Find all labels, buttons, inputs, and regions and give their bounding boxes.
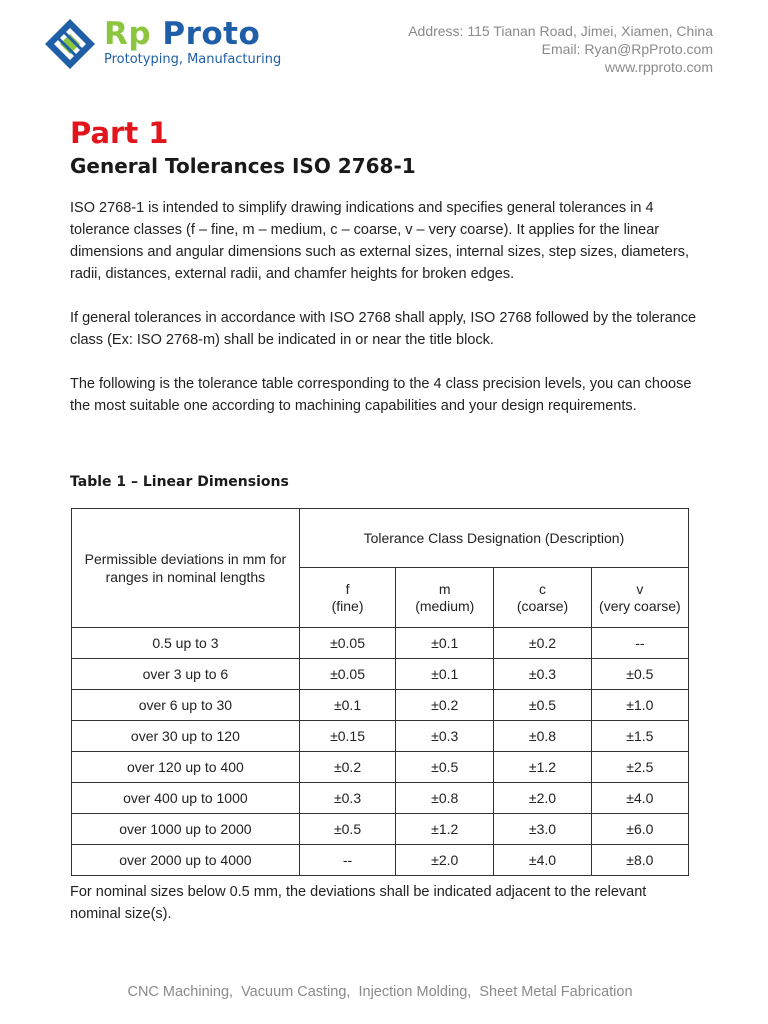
class-header-c: c (coarse) xyxy=(494,568,592,628)
range-cell: over 3 up to 6 xyxy=(72,659,300,690)
range-cell: over 30 up to 120 xyxy=(72,721,300,752)
table-header-row xyxy=(72,509,689,568)
table-row xyxy=(72,659,689,690)
brand-name xyxy=(104,14,260,54)
email-text: Email: Ryan@RpProto.com xyxy=(541,41,713,57)
value-cell: ±4.0 xyxy=(591,783,688,814)
value-cell: ±2.0 xyxy=(494,783,592,814)
table-row xyxy=(72,690,689,721)
range-cell: over 6 up to 30 xyxy=(72,690,300,721)
table-caption: Table 1 – Linear Dimensions xyxy=(70,474,289,490)
value-cell: ±1.0 xyxy=(591,690,688,721)
table-row xyxy=(72,845,689,876)
range-cell: over 120 up to 400 xyxy=(72,752,300,783)
range-cell: over 400 up to 1000 xyxy=(72,783,300,814)
value-cell: ±0.1 xyxy=(396,628,494,659)
value-cell: ±0.15 xyxy=(299,721,395,752)
value-cell: ±0.5 xyxy=(591,659,688,690)
table-intro-paragraph: The following is the tolerance table corresponding to the 4 class precision levels, you can choose the most suitable one according to machining capabilities and your design requirements. xyxy=(70,376,692,414)
value-cell: ±0.1 xyxy=(299,690,395,721)
value-cell: ±1.5 xyxy=(591,721,688,752)
intro-paragraph: ISO 2768-1 is intended to simplify drawing indications and specifies general tolerances in 4 tolerance classes (f – fine, m – medium, c – coarse, v – very coarse). It applies for the linear dimensions and angular dimensions such as external sizes, internal sizes, step sizes, diameters, radii, distances, external radii, and chamfer heights for broken edges. xyxy=(70,200,689,282)
table-row xyxy=(72,752,689,783)
value-cell: ±8.0 xyxy=(591,845,688,876)
table-row xyxy=(72,628,689,659)
value-cell: ±4.0 xyxy=(494,845,592,876)
contact-info xyxy=(408,22,713,76)
value-cell: ±0.2 xyxy=(494,628,592,659)
section-title: General Tolerances ISO 2768-1 xyxy=(70,154,416,178)
value-cell: -- xyxy=(299,845,395,876)
value-cell: ±2.0 xyxy=(396,845,494,876)
class-header-v: v (very coarse) xyxy=(591,568,688,628)
company-logo xyxy=(42,14,302,74)
brand-proto: Proto xyxy=(162,16,261,52)
value-cell: ±0.2 xyxy=(299,752,395,783)
range-cell: over 1000 up to 2000 xyxy=(72,814,300,845)
part-heading: Part 1 xyxy=(70,116,169,150)
address-text: Address: 115 Tianan Road, Jimei, Xiamen, China xyxy=(408,23,713,39)
usage-paragraph: If general tolerances in accordance with ISO 2768 shall apply, ISO 2768 followed by the tolerance class (Ex: ISO 2768-m) shall be indicated in or near the title block. xyxy=(70,310,697,348)
footer-services: CNC Machining, Vacuum Casting, Injection Molding, Sheet Metal Fabrication xyxy=(127,984,633,1000)
value-cell: ±6.0 xyxy=(591,814,688,845)
value-cell: ±0.8 xyxy=(396,783,494,814)
table-row xyxy=(72,783,689,814)
linear-tolerance-table xyxy=(71,508,689,876)
value-cell: ±0.5 xyxy=(494,690,592,721)
rpproto-logo-icon xyxy=(42,16,98,72)
value-cell: ±0.3 xyxy=(396,721,494,752)
website-text: www.rpproto.com xyxy=(604,59,713,75)
table-row xyxy=(72,721,689,752)
row-header-cell: Permissible deviations in mm for ranges in nominal lengths xyxy=(72,509,300,628)
value-cell: ±0.8 xyxy=(494,721,592,752)
brand-tagline: Prototyping, Manufacturing xyxy=(104,52,282,67)
table-row xyxy=(72,814,689,845)
value-cell: ±3.0 xyxy=(494,814,592,845)
value-cell: ±0.5 xyxy=(299,814,395,845)
class-header-m: m (medium) xyxy=(396,568,494,628)
value-cell: ±0.1 xyxy=(396,659,494,690)
value-cell: ±1.2 xyxy=(494,752,592,783)
range-cell: over 2000 up to 4000 xyxy=(72,845,300,876)
value-cell: ±0.05 xyxy=(299,659,395,690)
range-cell: 0.5 up to 3 xyxy=(72,628,300,659)
value-cell: ±2.5 xyxy=(591,752,688,783)
brand-rp: Rp xyxy=(104,16,152,52)
group-header-cell: Tolerance Class Designation (Description) xyxy=(299,509,688,568)
value-cell: -- xyxy=(591,628,688,659)
value-cell: ±0.2 xyxy=(396,690,494,721)
value-cell: ±1.2 xyxy=(396,814,494,845)
value-cell: ±0.05 xyxy=(299,628,395,659)
value-cell: ±0.3 xyxy=(299,783,395,814)
value-cell: ±0.3 xyxy=(494,659,592,690)
value-cell: ±0.5 xyxy=(396,752,494,783)
table-note: For nominal sizes below 0.5 mm, the deviations shall be indicated adjacent to the relevant nominal size(s). xyxy=(70,884,647,922)
class-header-f: f (fine) xyxy=(299,568,395,628)
